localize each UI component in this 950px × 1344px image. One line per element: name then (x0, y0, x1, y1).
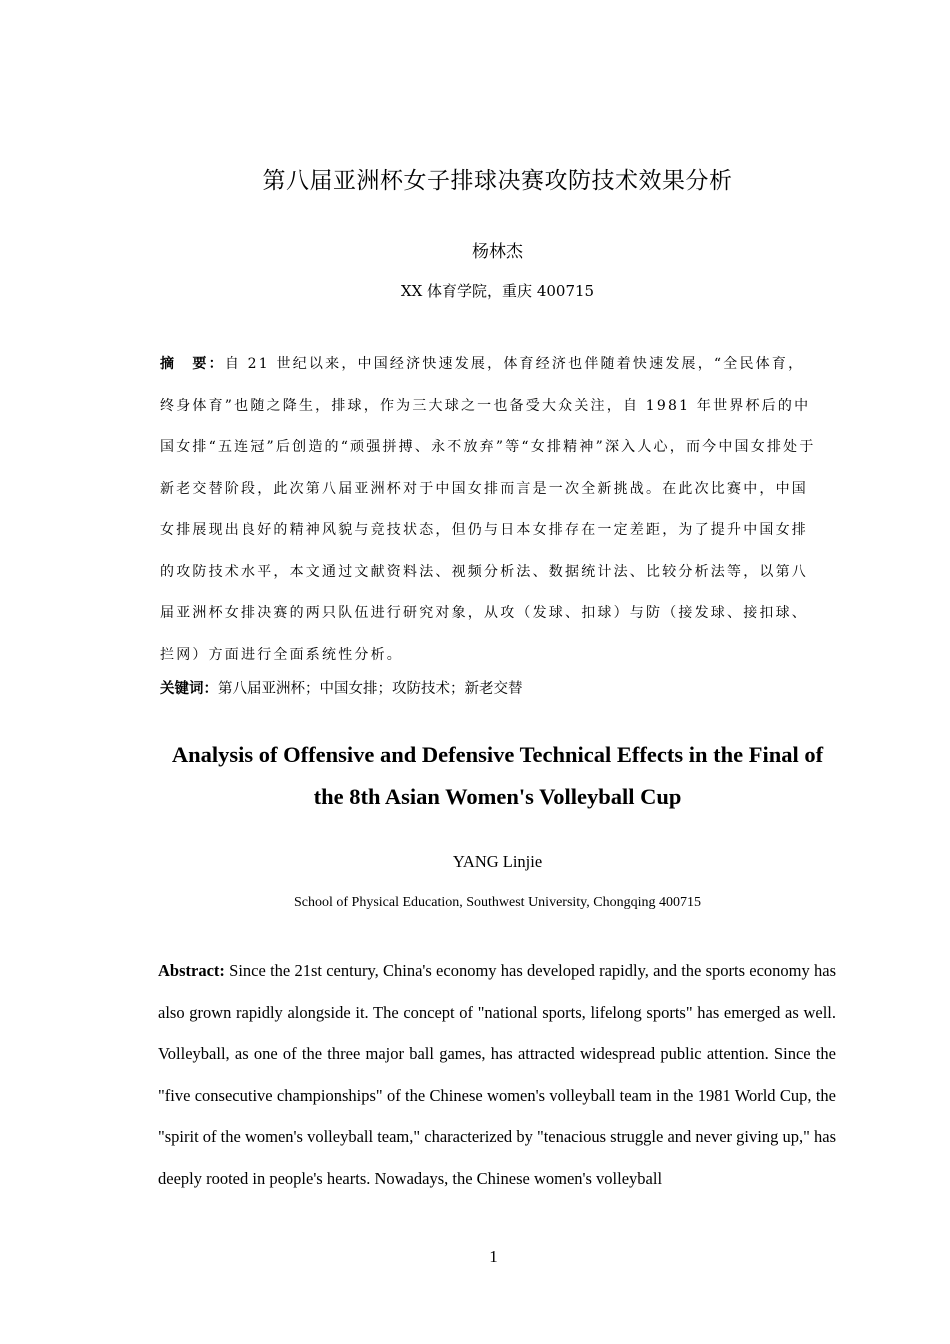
english-abstract (158, 950, 836, 1199)
english-title: Analysis of Offensive and Defensive Technical Effects in the Final of the 8th Asian Women's Volleyball Cup (171, 742, 824, 809)
chinese-abstract-text: 自 21 世纪以来，中国经济快速发展，体育经济也伴随着快速发展，“全民体育，终身体育”也随之降生，排球，作为三大球之一也备受大众关注，自 1981 年世界杯后的中国女排“五连冠”后创造的“顽强拼搏、永不放弃”等“女排精神”深入人心，而今中国女排处于新老交替阶段，此次第八届亚洲杯对于中国女排而言是一次全新挑战。在此次比赛中，中国女排展现出良好的精神风貌与竞技状态，但仍与日本女排存在一定差距，为了提升中国女排的攻防技术水平，本文通过文献资料法、视频分析法、数据统计法、比较分析法等，以第八届亚洲杯女排决赛的两只队伍进行研究对象，从攻（发球、扣球）与防（接发球、接扣球、拦网）方面进行全面系统性分析。 (160, 356, 816, 663)
english-abstract-text: Since the 21st century, China's economy has developed rapidly, and the sports economy has also grown rapidly alongside it. The concept of "national sports, lifelong sports" has emerged as well. Volleyball, as one of the three major ball games, has attracted widespread public attention. Since the "five consecutive championships" of the Chinese women's volleyball team in the 1981 World Cup, the "spirit of the women's volleyball team," characterized by "tenacious struggle and never giving up," has deeply rooted in people's hearts. Nowadays, the Chinese women's volleyball (158, 961, 836, 1188)
chinese-keywords (160, 677, 840, 698)
chinese-keywords-label: 关键词： (160, 681, 218, 697)
chinese-author: 杨林杰 (472, 242, 523, 262)
chinese-keywords-text: 第八届亚洲杯；中国女排；攻防技术；新老交替 (218, 681, 523, 697)
english-abstract-label: Abstract: (158, 961, 225, 980)
page-number: 1 (489, 1247, 498, 1266)
chinese-abstract-label: 摘 要： (160, 356, 225, 372)
chinese-affiliation: XX 体育学院，重庆 400715 (400, 282, 595, 300)
english-affiliation: School of Physical Education, Southwest University, Chongqing 400715 (293, 895, 701, 910)
english-author: YANG Linjie (452, 852, 543, 871)
chinese-title: 第八届亚洲杯女子排球决赛攻防技术效果分析 (262, 168, 733, 194)
chinese-abstract (160, 344, 820, 676)
